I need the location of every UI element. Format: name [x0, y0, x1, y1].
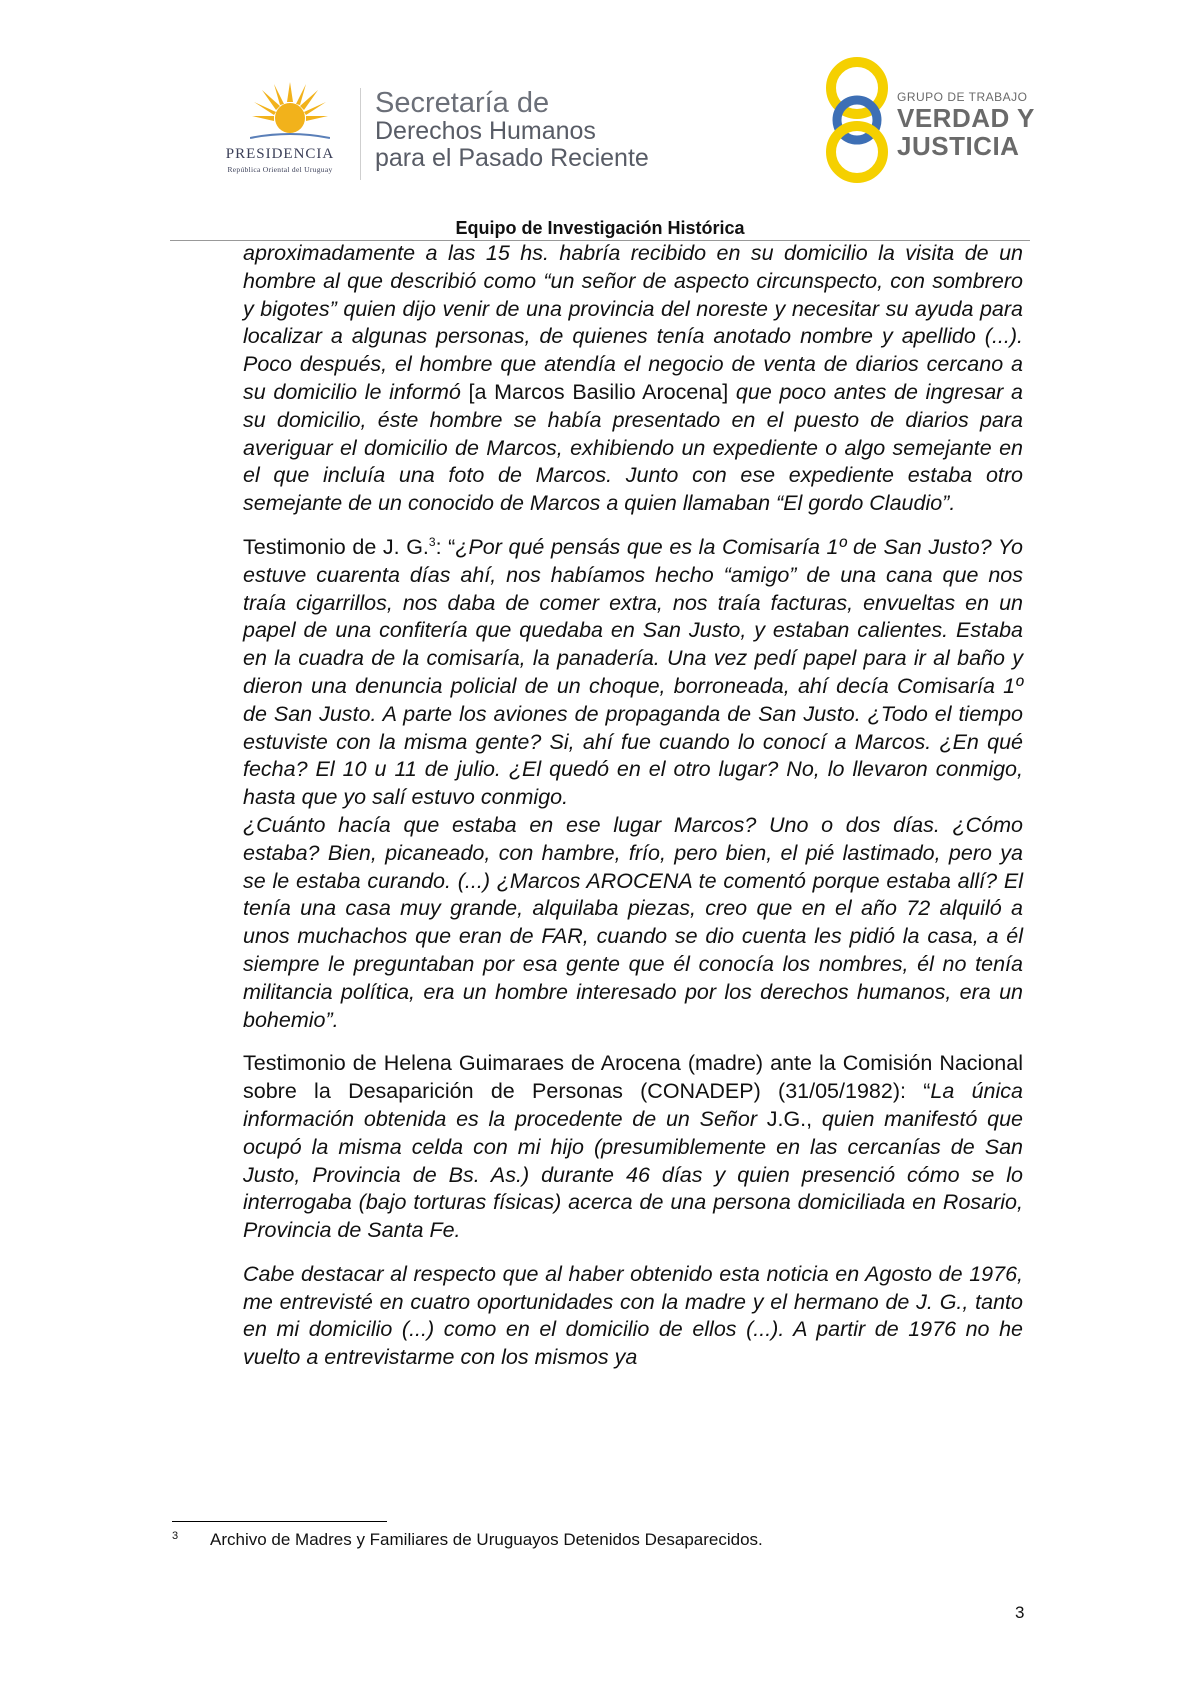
verdad-justicia-logo: [822, 56, 1042, 186]
paragraph-5: Cabe destacar al respecto que al haber obtenido esta noticia en Agosto de 1976, me entrevisté en cuatro oportunidades con la madre y el hermano de J. G., tanto en mi domicilio (...) como en el domicilio de ellos (...). A partir de 1976 no he vuelto a entrevistarme con los mismos ya: [243, 1261, 1023, 1370]
footnote-rule: [172, 1521, 387, 1522]
page-number: 3: [1015, 1603, 1025, 1622]
paragraph-1-end: que poco antes de ingresar a su domicilio, éste hombre se había presentado en el puesto de diarios para averiguar el domicilio de Marcos, exhibiendo un expediente o algo semejante en el que incluía una foto de Marcos. Junto con ese expediente estaba otro semejante de un conocido de Marcos a quien llamaban “El gordo Claudio”.: [243, 379, 1023, 516]
grupo-text: GRUPO DE TRABAJO: [897, 90, 1028, 104]
secretaria-line-3: para el Pasado Reciente: [375, 144, 649, 172]
footnote-ref[interactable]: 3: [428, 534, 436, 549]
footnote-text: Archivo de Madres y Familiares de Uruguayos Detenidos Desaparecidos.: [210, 1530, 763, 1549]
paragraph-4: [243, 1050, 1023, 1245]
paragraph-1-bracket: [a Marcos Basilio Arocena]: [460, 379, 736, 404]
justicia-text: JUSTICIA: [897, 131, 1020, 161]
rings-icon: [822, 56, 892, 184]
secretaria-line-1: Secretaría de: [375, 87, 550, 119]
testimony-jg-colon: : “: [435, 534, 456, 559]
paragraph-2: [243, 534, 1023, 812]
secretaria-title: [375, 88, 649, 172]
testimony-madre-quote-b: quien manifestó que ocupó la misma celda con mi hijo (presumiblemente en las cercanías de San Justo, Provincia de Bs. As.) durante 46 días y quien presenció cómo se lo interrogaba (bajo torturas físicas) acerca de una persona domiciliada en Rosario, Provincia de Santa Fe.: [243, 1106, 1023, 1243]
document-body: [243, 240, 1023, 1388]
paragraph-1: [243, 240, 1023, 518]
sun-icon: [250, 80, 330, 150]
presidencia-subtext: República Oriental del Uruguay: [227, 165, 333, 174]
verdad-text: VERDAD Y: [897, 103, 1035, 133]
paragraph-1-quote: aproximadamente a las 15 hs. habría recibido en su domicilio la visita de un hombre al que describió como “un señor de aspecto circunspecto, con sombrero y bigotes” quien dijo venir de una provincia del noreste y necesitar su ayuda para localizar a algunas personas, de quienes tenía anotado nombre y apellido (...). Poco después, el hombre que atendía el negocio de venta de diarios cercano a su domicilio le informó: [243, 241, 1023, 404]
testimony-madre-jg: J.G.,: [756, 1106, 822, 1131]
header-divider: [360, 88, 361, 180]
testimony-madre-quote-a: La única información obtenida es la procedente de un Señor: [243, 1079, 1023, 1131]
presidencia-logo: [195, 80, 365, 190]
testimony-madre-lead: Testimonio de Helena Guimaraes de Arocena (madre) ante la Comisión Nacional sobre la Desaparición de Personas (CONADEP) (31/05/1982): “: [243, 1051, 1023, 1104]
testimony-jg-quote: ¿Por qué pensás que es la Comisaría 1º de San Justo? Yo estuve cuarenta días ahí, nos habíamos hecho “amigo” de una cana que nos traía cigarrillos, nos daba de comer extra, nos traía facturas, envueltas en un papel de una confitería que quedaba en San Justo, y estaban calientes. Estaba en la cuadra de la comisaría, la panadería. Una vez pedí papel para ir al baño y dieron una denuncia policial de un choque, borroneada, ahí decía Comisaría 1º de San Justo. A parte los aviones de propaganda de San Justo. ¿Todo el tiempo estuviste con la misma gente? Si, ahí fue cuando lo conocí a Marcos. ¿En qué fecha? El 10 u 11 de julio. ¿El quedó en el otro lugar? No, lo llevaron conmigo, hasta que yo salí estuvo conmigo.: [243, 534, 1023, 810]
presidencia-text: PRESIDENCIA: [225, 146, 335, 162]
testimony-jg-lead: Testimonio de J. G.: [243, 534, 429, 559]
secretaria-line-2: Derechos Humanos: [375, 117, 596, 145]
paragraph-3: ¿Cuánto hacía que estaba en ese lugar Marcos? Uno o dos días. ¿Cómo estaba? Bien, picaneado, con hambre, frío, pero bien, el pié lastimado, pero ya se le estaba curando. (...) ¿Marcos AROCENA te comentó porque estaba allí? El tenía una casa muy grande, alquilaba piezas, creo que en el año 72 alquiló a unos muchachos que eran de FAR, cuando se dio cuenta les pidió la casa, a él siempre le preguntaban por esa gente que él conocía los nombres, él no tenía militancia política, era un hombre interesado por los derechos humanos, era un bohemio”.: [243, 812, 1023, 1032]
footnote-number: 3: [172, 1530, 179, 1542]
section-title: Equipo de Investigación Histórica: [455, 218, 745, 238]
